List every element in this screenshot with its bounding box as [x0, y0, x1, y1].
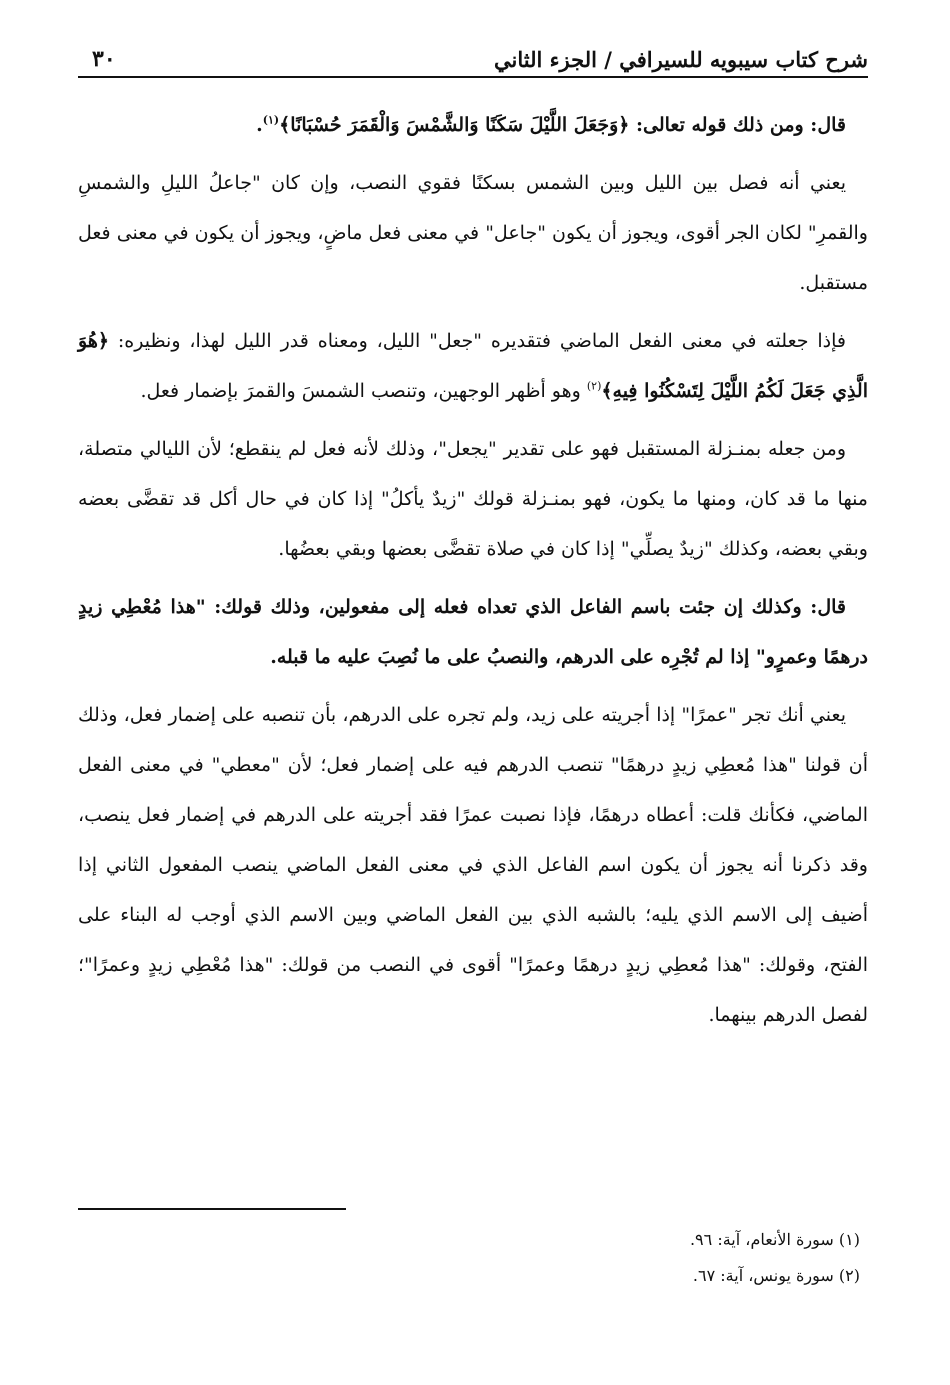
- paragraph-text: ومن جعله بمنـزلة المستقبل فهو على تقدير "يجعل"، وذلك لأنه فعل لم ينقطع؛ لأن الليالي متصلة، منها ما قد كان، ومنها ما يكون، فهو بمنـزلة قولك "زيدٌ يأكلُ" إذا كان في حال أكل قد تقضَّى بعضه وبقي بعضه، وكذلك "زيدٌ يصلِّي" إذا كان في صلاة تقضَّى بعضها وبقي بعضُها.: [78, 438, 868, 560]
- paragraph-text: فإذا جعلته في معنى الفعل الماضي فتقديره "جعل" الليل، ومعناه قدر الليل لهذا، ونظيره:: [108, 330, 846, 352]
- footnote-ref: (١): [262, 113, 280, 127]
- quran-verse: ﴿هُوَ الَّذِي جَعَلَ لَكُمُ اللَّيْلَ لِتَسْكُنُوا فِيهِ﴾: [78, 330, 868, 402]
- paragraph-text: قال: ومن ذلك قوله تعالى:: [629, 114, 846, 136]
- paragraph-2: [78, 158, 868, 308]
- paragraph-text: .: [256, 114, 263, 136]
- footnote-1: (١) سورة الأنعام، آية: ٩٦.: [689, 1230, 860, 1249]
- paragraph-text: يعني أنه فصل بين الليل وبين الشمس بسكنًا فقوي النصب، وإن كان "جاعلُ الليلِ والشمسِ والقمرِ" لكان الجر أقوى، ويجوز أن يكون "جاعل" في معنى فعل ماضٍ، ويجوز أن يكون في معنى فعل مستقبل.: [78, 172, 868, 294]
- paragraph-3: [78, 316, 868, 416]
- quran-verse: ﴿وَجَعَلَ اللَّيْلَ سَكَنًا وَالشَّمْسَ وَالْقَمَرَ حُسْبَانًا﴾: [279, 114, 630, 136]
- paragraph-5: [78, 582, 868, 682]
- paragraph-4: [78, 424, 868, 574]
- paragraph-1: [78, 100, 868, 150]
- paragraph-text: وهو أظهر الوجهين، وتنصب الشمسَ والقمرَ بإضمار فعل.: [140, 380, 587, 402]
- footnote-ref: (٢): [586, 379, 602, 393]
- running-header: [78, 28, 868, 78]
- book-title: شرح كتاب سيبويه للسيرافي / الجزء الثاني: [494, 47, 868, 72]
- footnotes: [78, 1222, 868, 1294]
- page-content: [78, 28, 868, 1048]
- footnote-2: (٢) سورة يونس، آية: ٦٧.: [692, 1266, 860, 1285]
- footnote-divider: [78, 1208, 346, 1210]
- main-text: [78, 100, 868, 1040]
- paragraph-text: قال: وكذلك إن جئت باسم الفاعل الذي تعداه فعله إلى مفعولين، وذلك قولك: "هذا مُعْطِي زيدٍ درهمًا وعمرٍو" إذا لم تُجْرِه على الدرهم، والنصبُ على ما نُصِبَ عليه ما قبله.: [78, 596, 868, 668]
- paragraph-text: يعني أنك تجر "عمرًا" إذا أجريته على زيد، ولم تجره على الدرهم، بأن تنصبه على إضمار فعل، وذلك أن قولنا "هذا مُعطِي زيدٍ درهمًا" تنصب الدرهم فيه على إضمار فعل؛ لأن "معطي" في معنى الفعل الماضي، فكأنك قلت: أعطاه درهمًا، فإذا نصبت عمرًا فقد أجريته على الدرهم في إضمار فعل ينصب، وقد ذكرنا أنه يجوز أن يكون اسم الفاعل الذي في معنى الفعل الماضي ينصب المفعول الثاني إذا أضيف إلى الاسم الذي يليه؛ بالشبه الذي بين الفعل الماضي وبين الاسم الذي أوجب له البناء على الفتح، وقولك: "هذا مُعطِي زيدٍ درهمًا وعمرًا" أقوى في النصب من قولك: "هذا مُعْطِي زيدٍ وعمرًا"؛ لفصل الدرهم بينهما.: [78, 704, 868, 1026]
- paragraph-6: [78, 690, 868, 1040]
- page-number: ٣٠: [92, 46, 116, 72]
